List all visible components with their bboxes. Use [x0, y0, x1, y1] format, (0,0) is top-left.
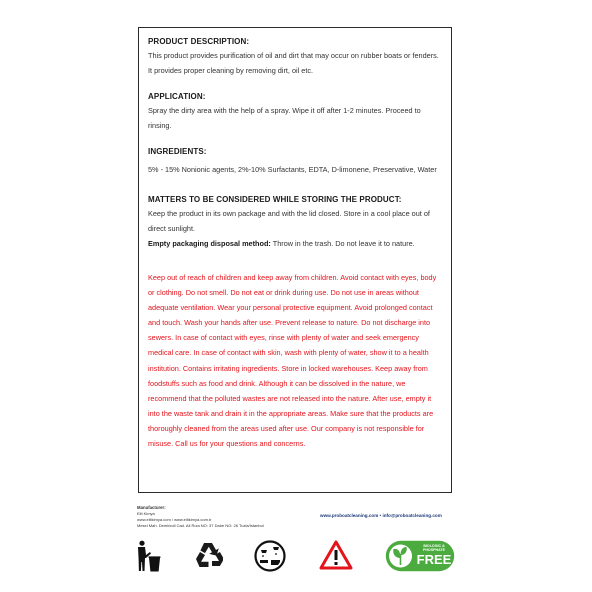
badge-line1: BIOLOGIC &: [423, 544, 445, 548]
application-text: Spray the dirty area with the help of a spray. Wipe it off after 1-2 minutes. Proceed to rinsing.: [148, 106, 421, 130]
storage-heading: MATTERS TO BE CONSIDERED WHILE STORING THE PRODUCT:: [148, 195, 402, 204]
ingredients-text: 5% - 15% Nonionic agents, 2%-10% Surfactants, EDTA, D-limonene, Preservative, Water: [148, 165, 437, 174]
description-section: [148, 37, 442, 78]
manufacturer-company: Elit Kimya: [137, 511, 155, 516]
description-text: This product provides purification of oil and dirt that may occur on rubber boats or fenders. It provides proper cleaning by removing dirt, oil etc.: [148, 51, 439, 75]
manufacturer-websites: www.elitkimya.com / www.elitkimya.com.tr: [137, 517, 212, 522]
disposal-label: Empty packaging disposal method:: [148, 239, 271, 248]
application-section: [148, 92, 442, 133]
product-info-panel: [138, 27, 452, 493]
ingredients-section: [148, 147, 442, 177]
contact-links: www.proboatcleaning.com • info@proboatcleaning.com: [320, 513, 442, 518]
disposal-text: Throw in the trash. Do not leave it to nature.: [270, 239, 415, 248]
warning-triangle-icon: [319, 540, 353, 570]
icon-row: [0, 540, 592, 572]
application-heading: APPLICATION:: [148, 92, 206, 101]
badge-text: [415, 544, 453, 567]
warning-text: Keep out of reach of children and keep away from children. Avoid contact with eyes, body or clothing. Do not smell. Do not eat or drink during use. Do not use in areas without adequate ventilation. Wear your personal protective equipment. Avoid prolonged contact and touch. Wash your hands after use. Prevent release to nature. Do not discharge into sewers. In case of contact with eyes, rinse with plenty of water and seek emergency medical care. In case of contact with skin, wash with plenty of water, show it to a health institution. Contains irritating ingredients. Store in locked warehouses. Keep away from foodstuffs such as food and drink. Although it can be dissolved in the nature, we recommend that the polluted wastes are not released into the nature. After use, empty it into the waste tank and drain it in the appropriate areas. Make sure that the products are thoroughly cleaned from the areas used after use. Our company is not responsible for misuse. Call us for your questions and concerns.: [148, 273, 437, 449]
corrosive-icon: [254, 540, 286, 572]
disposal-line: [148, 236, 442, 251]
trash-disposal-icon: [134, 540, 162, 572]
storage-section: [148, 195, 442, 251]
description-heading: PRODUCT DESCRIPTION:: [148, 37, 250, 46]
badge-line2: PHOSPHATE: [422, 548, 446, 552]
ingredients-heading: INGREDIENTS:: [148, 147, 207, 156]
manufacturer-address: Mesel Mah. Demirkoll Cad. Ali Rıza NO: 37 Daire NO: 26 Tuzla/İstanbul: [137, 523, 264, 528]
recycle-icon: [193, 540, 223, 570]
manufacturer-info: [137, 505, 264, 529]
badge-free: FREE: [416, 552, 452, 567]
manufacturer-label: Manufacturer:: [137, 505, 166, 510]
storage-text: Keep the product in its own package and with the lid closed. Store in a cool place out of direct sunlight.: [148, 209, 430, 233]
